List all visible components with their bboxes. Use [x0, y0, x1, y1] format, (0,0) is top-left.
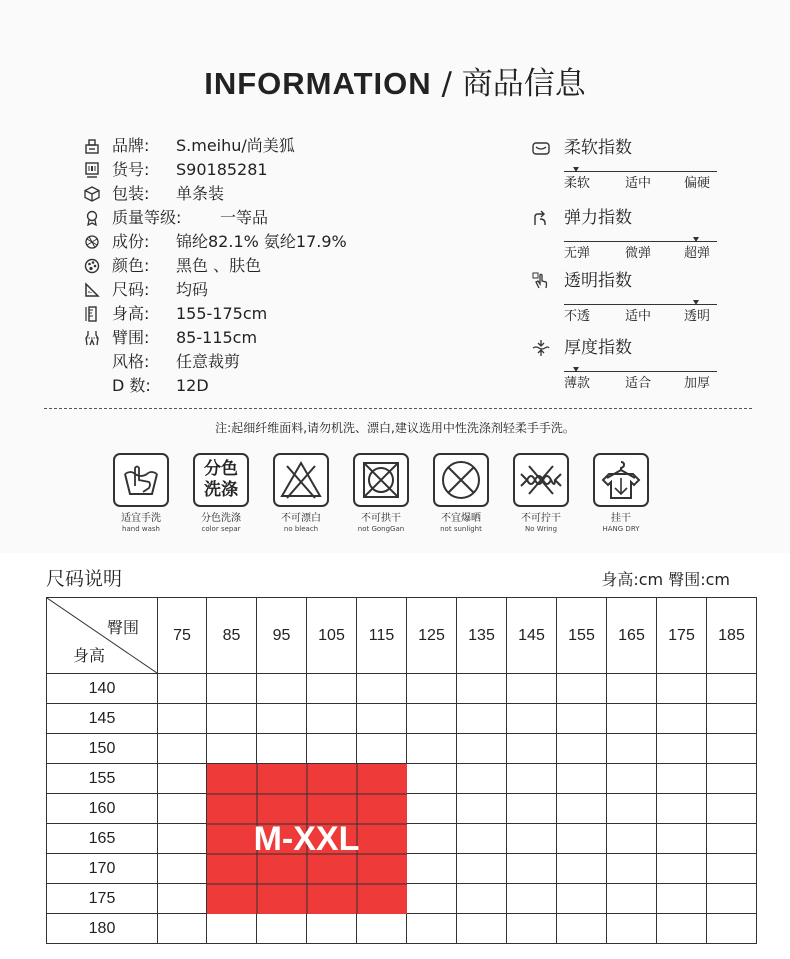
care-label: 挂干 — [611, 513, 631, 524]
info-value: 任意裁剪 — [176, 352, 241, 371]
size-cell — [657, 704, 707, 734]
size-cell — [407, 914, 457, 944]
hip-header-cell: 185 — [707, 598, 757, 674]
index-level: 偏硬 — [684, 176, 711, 191]
size-cell — [607, 914, 657, 944]
size-cell — [607, 704, 657, 734]
size-header-row — [47, 598, 757, 674]
size-cell — [307, 914, 357, 944]
care-label: 不宜爆晒 — [441, 513, 481, 524]
hip-header-cell: 165 — [607, 598, 657, 674]
size-cell — [507, 914, 557, 944]
size-cell — [158, 674, 207, 704]
hip-header-cell: 115 — [357, 598, 407, 674]
size-cell — [457, 734, 507, 764]
size-cell — [457, 854, 507, 884]
care-item — [181, 453, 261, 534]
size-cell — [607, 734, 657, 764]
index-level: 适中 — [625, 309, 652, 324]
size-cell — [307, 734, 357, 764]
hand-wash-icon — [113, 453, 169, 507]
size-cell — [507, 854, 557, 884]
size-cell — [407, 704, 457, 734]
size-cell — [707, 884, 757, 914]
size-cell — [158, 734, 207, 764]
size-cell — [257, 674, 307, 704]
size-cell — [357, 704, 407, 734]
size-cell — [407, 764, 457, 794]
size-cell — [607, 824, 657, 854]
size-cell — [507, 794, 557, 824]
color-separate-icon — [193, 453, 249, 507]
size-cell — [158, 914, 207, 944]
info-value: 黑色 、肤色 — [176, 256, 262, 275]
size-cell — [457, 674, 507, 704]
size-cell — [607, 674, 657, 704]
size-chart-title: 尺码说明 — [46, 568, 123, 590]
size-chart-grid — [46, 597, 757, 944]
care-item — [261, 453, 341, 534]
size-cell — [457, 764, 507, 794]
height-header-cell: 145 — [47, 704, 158, 734]
index-level: 微弹 — [625, 246, 652, 261]
no-bleach-icon — [273, 453, 329, 507]
index-marker — [693, 237, 699, 242]
index-scale-line — [564, 171, 717, 172]
height-header-cell: 140 — [47, 674, 158, 704]
info-label: 尺码: — [112, 280, 150, 299]
transparency-icon — [532, 272, 550, 290]
height-icon — [84, 306, 100, 322]
care-item — [101, 453, 181, 534]
size-cell — [457, 914, 507, 944]
brand-icon — [84, 138, 100, 154]
care-label: 分色洗涤 — [201, 513, 241, 524]
size-cell — [707, 674, 757, 704]
package-icon — [84, 186, 100, 202]
size-cell — [507, 734, 557, 764]
size-cell — [607, 884, 657, 914]
size-cell — [207, 914, 257, 944]
softness-icon — [532, 139, 550, 157]
size-cell — [507, 704, 557, 734]
size-cell — [407, 884, 457, 914]
height-header-cell: 155 — [47, 764, 158, 794]
size-cell — [557, 764, 607, 794]
index-level: 薄款 — [564, 376, 591, 391]
size-cell — [207, 704, 257, 734]
size-cell — [557, 884, 607, 914]
index-level: 无弹 — [564, 246, 591, 261]
page-title — [0, 58, 790, 103]
info-label: 包装: — [112, 184, 150, 203]
care-item — [341, 453, 421, 534]
size-cell — [657, 914, 707, 944]
barcode-icon — [84, 162, 100, 178]
index-title: 柔软指数 — [564, 138, 632, 158]
index-marker — [573, 167, 579, 172]
size-cell — [707, 854, 757, 884]
info-value: 均码 — [176, 280, 209, 299]
hip-header-cell: 125 — [407, 598, 457, 674]
size-cell — [257, 734, 307, 764]
size-cell — [557, 674, 607, 704]
size-cell — [607, 854, 657, 884]
index-level: 超弹 — [684, 246, 711, 261]
title-separator: / — [431, 66, 462, 102]
thickness-icon — [532, 339, 550, 357]
size-row — [47, 704, 757, 734]
care-box-text: 洗涤 — [204, 480, 238, 500]
height-header-cell: 180 — [47, 914, 158, 944]
size-cell — [307, 674, 357, 704]
hip-header-cell: 135 — [457, 598, 507, 674]
info-label: 货号: — [112, 160, 150, 179]
info-label: 身高: — [112, 304, 150, 323]
index-scale-line — [564, 371, 717, 372]
size-cell — [407, 854, 457, 884]
size-cell — [607, 794, 657, 824]
info-label: D 数: — [112, 376, 151, 395]
size-cell — [657, 734, 707, 764]
size-cell — [207, 734, 257, 764]
info-label: 品牌: — [112, 136, 150, 155]
size-cell — [557, 734, 607, 764]
hip-header-cell: 75 — [158, 598, 207, 674]
index-level: 不透 — [564, 309, 591, 324]
height-header-cell: 170 — [47, 854, 158, 884]
info-value: 85-115cm — [176, 328, 258, 347]
size-cell — [707, 734, 757, 764]
size-cell — [357, 734, 407, 764]
size-cell — [557, 854, 607, 884]
palette-icon — [84, 258, 100, 274]
care-label: 不可漂白 — [281, 513, 321, 524]
size-cell — [457, 824, 507, 854]
info-value: 一等品 — [220, 208, 269, 227]
info-value: S90185281 — [176, 160, 268, 179]
hip-header-cell: 175 — [657, 598, 707, 674]
care-note: 注:起细纤维面料,请勿机洗、漂白,建议选用中性洗涤剂轻柔手手洗。 — [215, 421, 575, 435]
size-cell — [657, 674, 707, 704]
size-cell — [407, 674, 457, 704]
hip-header-cell: 145 — [507, 598, 557, 674]
size-row — [47, 914, 757, 944]
index-level: 柔软 — [564, 176, 591, 191]
info-value: 单条装 — [176, 184, 225, 203]
title-english: INFORMATION — [204, 66, 432, 101]
info-label: 质量等级: — [112, 208, 182, 227]
index-marker — [573, 367, 579, 372]
dashed-divider — [44, 408, 752, 409]
info-label: 风格: — [112, 352, 150, 371]
size-chart-unit: 身高:cm 臀围:cm — [601, 570, 730, 589]
size-cell — [607, 764, 657, 794]
info-value: 12D — [176, 376, 209, 395]
care-label-en: not sunlight — [440, 525, 482, 533]
index-level: 加厚 — [684, 376, 711, 391]
care-label-en: No Wring — [524, 525, 558, 533]
no-wring-icon — [513, 453, 569, 507]
size-cell — [557, 914, 607, 944]
yarn-icon — [84, 234, 100, 250]
info-label: 臂围: — [112, 328, 150, 347]
care-item — [581, 453, 661, 534]
size-cell — [357, 674, 407, 704]
hip-header-cell: 155 — [557, 598, 607, 674]
size-cell — [507, 674, 557, 704]
info-value: 锦纶82.1% 氨纶17.9% — [176, 232, 347, 251]
quality-badge-icon — [84, 210, 100, 226]
care-label-en: no bleach — [283, 525, 319, 533]
size-cell — [507, 764, 557, 794]
care-box-text: 分色 — [204, 459, 238, 479]
size-cell — [707, 764, 757, 794]
size-cell — [657, 794, 707, 824]
index-title: 弹力指数 — [564, 208, 632, 228]
size-corner-cell — [47, 598, 158, 674]
size-cell — [707, 704, 757, 734]
hang-dry-icon — [593, 453, 649, 507]
corner-row-label: 身高 — [73, 646, 106, 665]
size-cell — [158, 794, 207, 824]
care-label-en: not GongGan — [357, 525, 405, 533]
info-label: 颜色: — [112, 256, 150, 275]
care-label-en: HANG DRY — [602, 525, 640, 533]
size-cell — [257, 914, 307, 944]
index-level: 适中 — [625, 176, 652, 191]
size-cell — [707, 794, 757, 824]
size-cell — [657, 764, 707, 794]
index-level: 适合 — [625, 376, 652, 391]
corner-col-label: 臀围 — [106, 618, 139, 637]
corner-label — [47, 598, 157, 673]
info-value: 155-175cm — [176, 304, 268, 323]
ruler-icon — [84, 282, 100, 298]
size-cell — [357, 914, 407, 944]
size-cell — [158, 884, 207, 914]
care-item — [501, 453, 581, 534]
size-cell — [257, 704, 307, 734]
height-header-cell: 150 — [47, 734, 158, 764]
size-cell — [457, 704, 507, 734]
size-cell — [457, 794, 507, 824]
size-cell — [407, 734, 457, 764]
care-label-en: hand wash — [122, 525, 160, 533]
size-row — [47, 674, 757, 704]
size-cell — [307, 704, 357, 734]
size-cell — [557, 824, 607, 854]
index-title: 厚度指数 — [564, 338, 632, 358]
height-header-cell: 165 — [47, 824, 158, 854]
size-row — [47, 734, 757, 764]
size-cell — [657, 854, 707, 884]
care-label-en: color separ — [201, 525, 241, 533]
info-value: S.meihu/尚美狐 — [176, 136, 295, 155]
size-highlight-label: M-XXL — [253, 819, 360, 858]
care-label: 不可拧干 — [521, 513, 561, 524]
size-cell — [457, 884, 507, 914]
size-cell — [207, 674, 257, 704]
size-cell — [657, 884, 707, 914]
index-level: 透明 — [684, 309, 711, 324]
title-chinese: 商品信息 — [461, 66, 586, 102]
hip-header-cell: 105 — [307, 598, 357, 674]
size-cell — [158, 704, 207, 734]
care-label: 不可拱干 — [361, 513, 401, 524]
index-marker — [693, 300, 699, 305]
size-cell — [507, 884, 557, 914]
size-cell — [407, 794, 457, 824]
care-item — [421, 453, 501, 534]
size-cell — [158, 764, 207, 794]
info-label: 成份: — [112, 232, 150, 251]
no-tumble-dry-icon — [353, 453, 409, 507]
hip-header-cell: 85 — [207, 598, 257, 674]
height-header-cell: 160 — [47, 794, 158, 824]
height-header-cell: 175 — [47, 884, 158, 914]
hip-icon — [84, 330, 100, 346]
size-cell — [507, 824, 557, 854]
care-label: 适宜手洗 — [121, 513, 161, 524]
size-cell — [657, 824, 707, 854]
size-cell — [557, 794, 607, 824]
index-title: 透明指数 — [564, 271, 632, 291]
elastic-icon — [532, 209, 550, 227]
size-cell — [557, 704, 607, 734]
size-cell — [707, 824, 757, 854]
no-sunlight-icon — [433, 453, 489, 507]
size-cell — [158, 824, 207, 854]
hip-header-cell: 95 — [257, 598, 307, 674]
size-cell — [158, 854, 207, 884]
size-cell — [707, 914, 757, 944]
size-cell — [407, 824, 457, 854]
